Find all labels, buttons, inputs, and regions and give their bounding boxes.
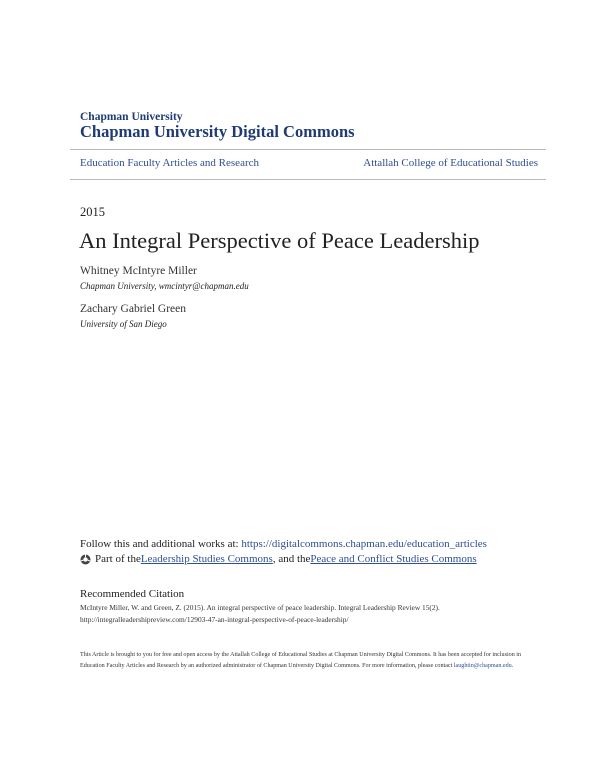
- publication-year: 2015: [80, 205, 105, 219]
- part-of-line: [80, 553, 477, 565]
- breadcrumb-collection[interactable]: Education Faculty Articles and Research: [80, 157, 259, 169]
- author-1-name: Whitney McIntyre Miller: [80, 265, 197, 277]
- follow-line: [80, 538, 487, 550]
- citation-text: McIntyre Miller, W. and Green, Z. (2015). An integral perspective of peace leadership. Integral Leadership Review 15(2). http://integralleadershipreview.com/12903-47-an-integral-perspective-of-peace-leadership/: [80, 603, 440, 624]
- leadership-commons-link[interactable]: Leadership Studies Commons: [140, 553, 273, 565]
- peace-commons-link[interactable]: Peace and Conflict Studies Commons: [310, 553, 477, 565]
- author-2-name: Zachary Gabriel Green: [80, 303, 186, 315]
- institution-name: Chapman University: [80, 111, 183, 123]
- contact-email-link[interactable]: laughtin@chapman.edu: [453, 662, 512, 669]
- article-title: An Integral Perspective of Peace Leadership: [79, 228, 480, 253]
- top-rule: [70, 149, 546, 150]
- network-icon: [80, 554, 91, 565]
- author-1-affiliation: Chapman University, wmcintyr@chapman.edu: [80, 281, 249, 291]
- bottom-rule: [70, 179, 546, 180]
- follow-prefix: Follow this and additional works at:: [80, 538, 242, 550]
- partof-mid: , and the: [272, 553, 311, 565]
- breadcrumb-college[interactable]: Attallah College of Educational Studies: [363, 157, 538, 169]
- partof-prefix: Part of the: [95, 553, 141, 565]
- access-footnote: [80, 650, 525, 671]
- footnote-text: This Article is brought to you for free and open access by the Attallah College of Educational Studies at Chapman University Digital Commons. It has been accepted for inclusion in Education Faculty Articles and Research by an authorized administrator of Chapman University Digital Commons. For more information, please contact: [80, 652, 522, 669]
- author-2-affiliation: University of San Diego: [80, 319, 167, 329]
- footnote-end: .: [511, 662, 514, 669]
- follow-link[interactable]: https://digitalcommons.chapman.edu/education_articles: [241, 538, 487, 550]
- repository-name[interactable]: Chapman University Digital Commons: [80, 122, 355, 141]
- citation-heading: Recommended Citation: [80, 588, 185, 600]
